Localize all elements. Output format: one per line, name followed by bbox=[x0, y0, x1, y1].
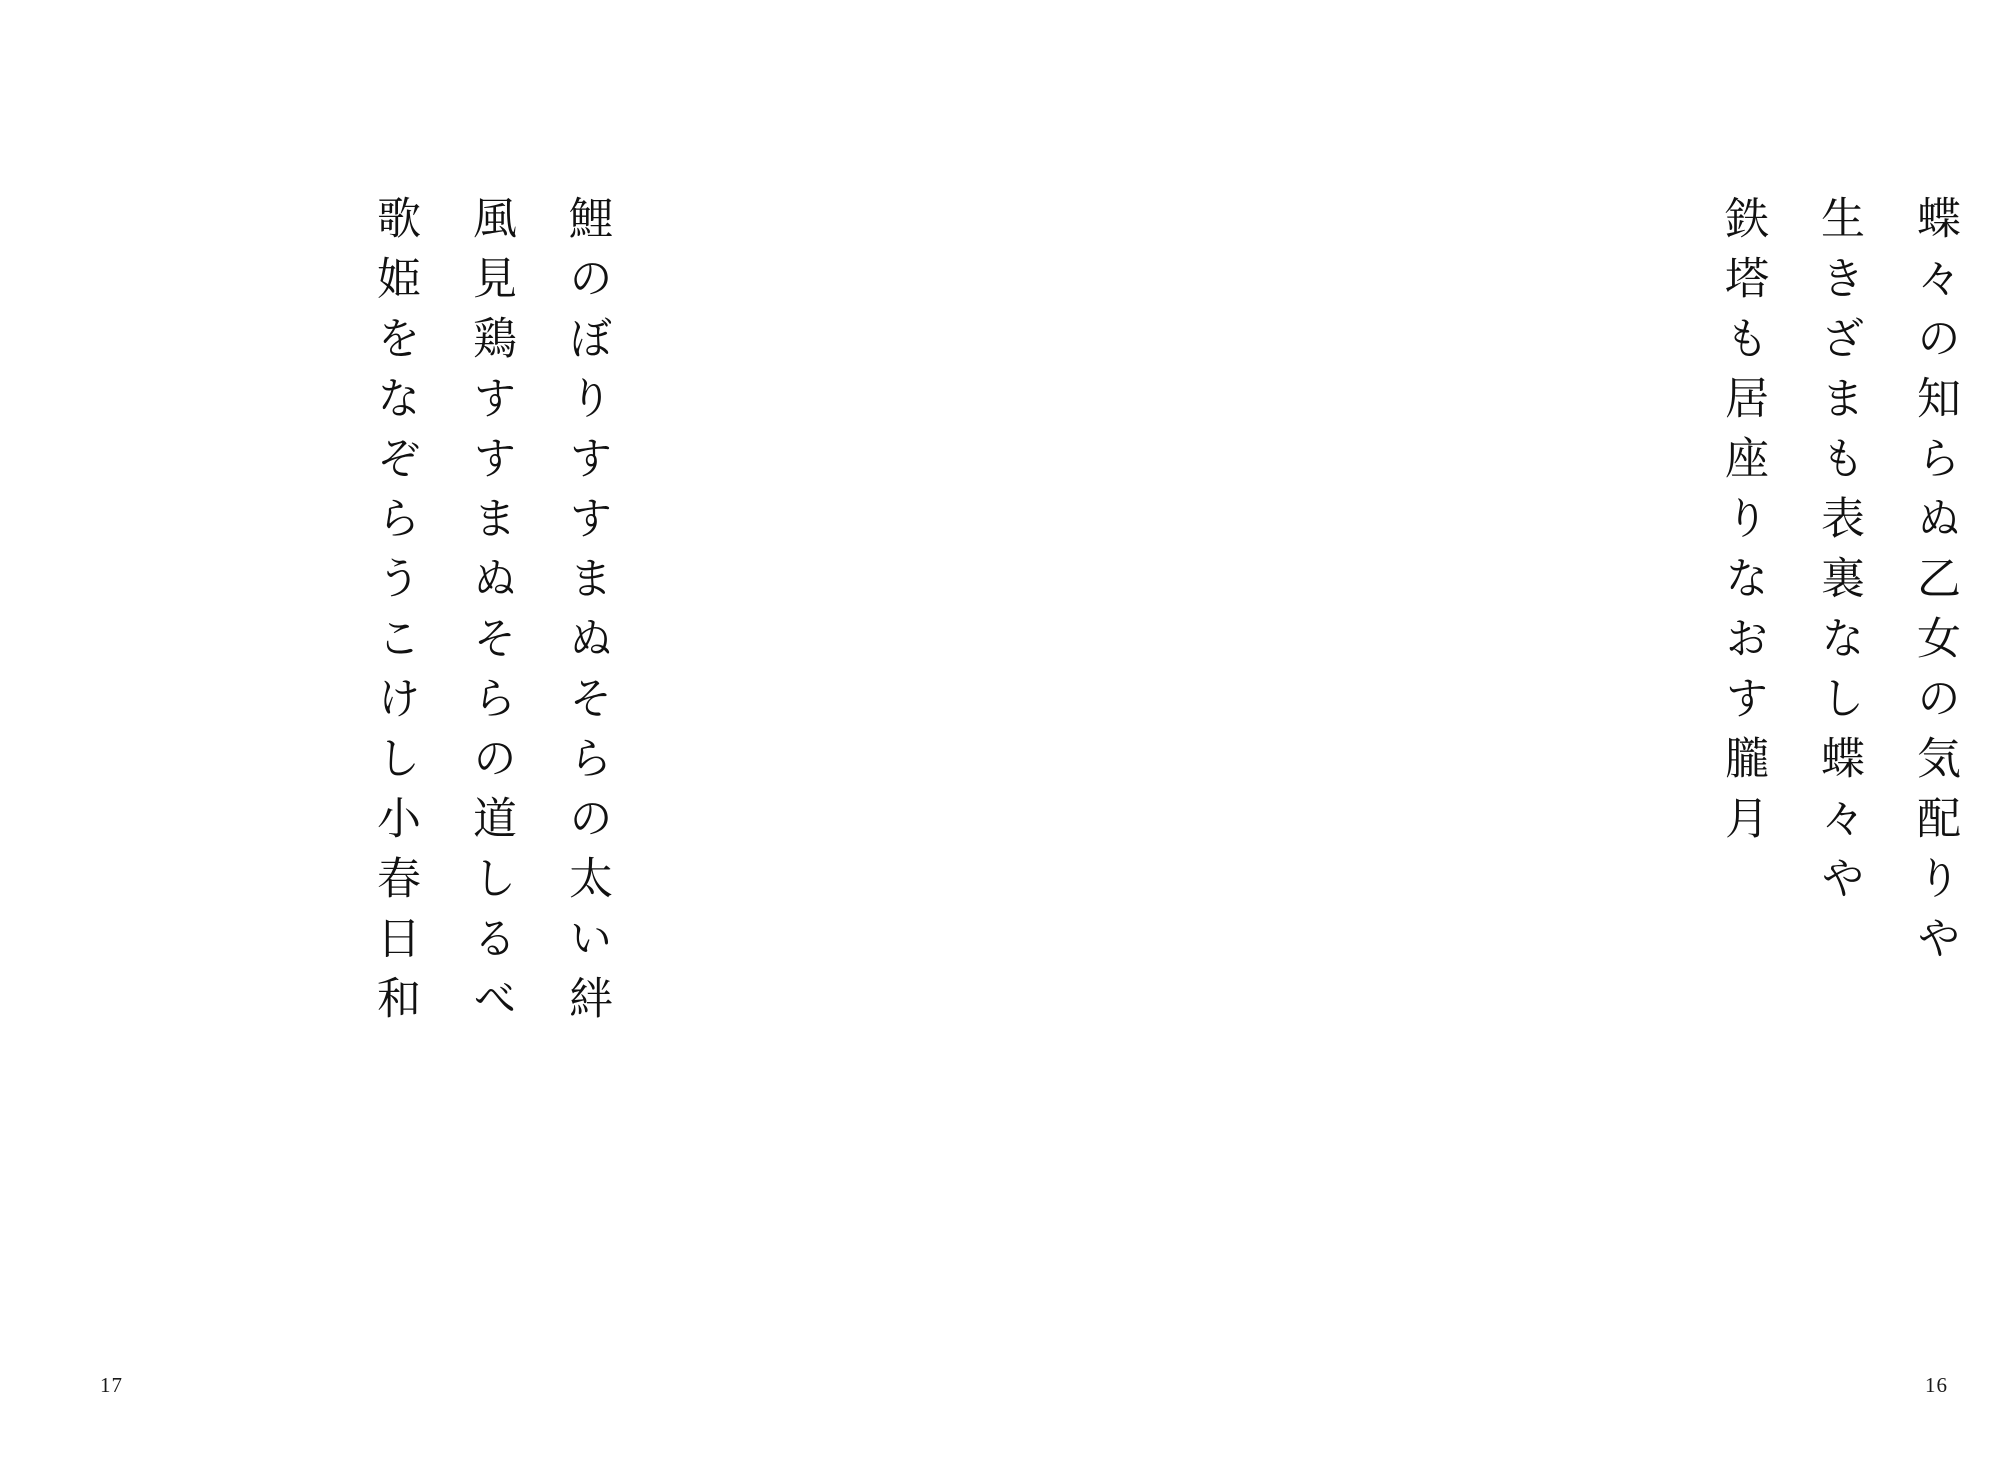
page-number-left: 17 bbox=[100, 1373, 123, 1397]
poem-column-group-left bbox=[320, 195, 612, 1095]
poem-line: 蝶々の知らぬ乙女の気配りや bbox=[1909, 195, 1960, 975]
poem-line: 生きざまも表裏なし蝶々や bbox=[1813, 195, 1864, 915]
page-number-right: 16 bbox=[1925, 1373, 1948, 1397]
poem-line: 鯉のぼりすすまぬそらの太い絆 bbox=[561, 195, 612, 1035]
poem-line: 風見鶏すすまぬそらの道しるべ bbox=[465, 195, 516, 1035]
poem-line: 歌姫をなぞらうこけし小春日和 bbox=[369, 195, 420, 1035]
page-right bbox=[1008, 0, 2016, 1480]
poem-line: 鉄塔も居座りなおす朧月 bbox=[1717, 195, 1768, 855]
poem-column-group-right bbox=[1668, 195, 1960, 1095]
